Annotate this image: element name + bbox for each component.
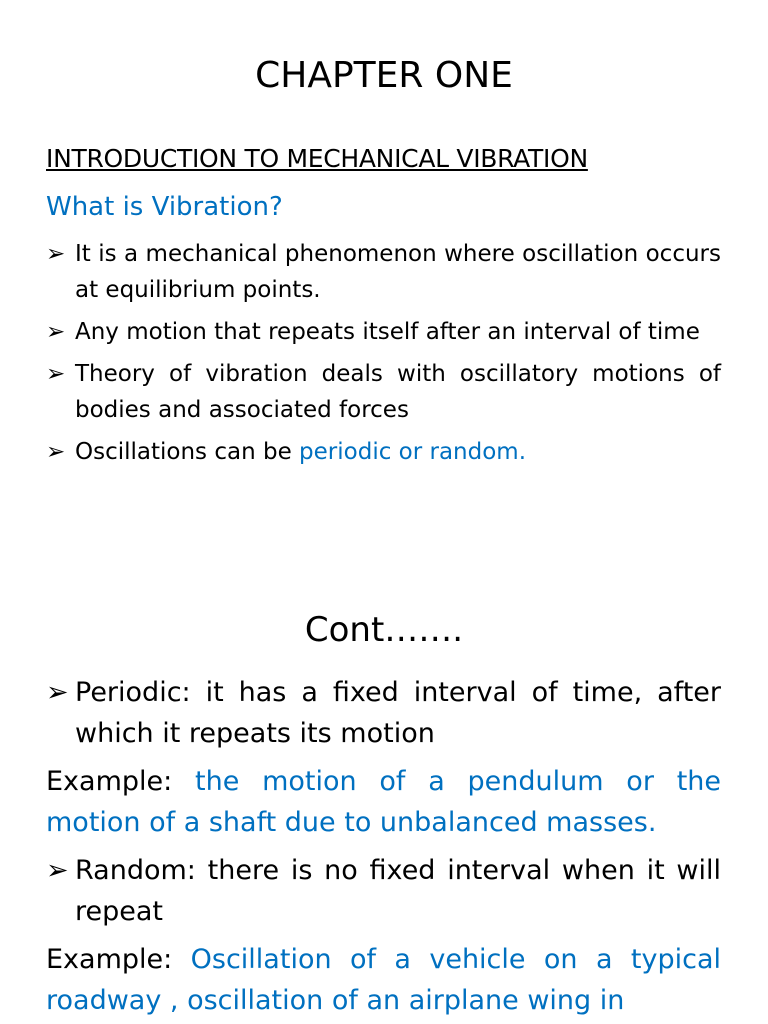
bullet-text: Oscillations can be xyxy=(75,439,300,465)
arrow-bullet-icon: ➢ xyxy=(46,241,66,267)
example-label: Example: xyxy=(46,766,196,797)
list-item xyxy=(0,850,768,932)
example-label: Example: xyxy=(46,944,191,975)
list-item xyxy=(0,314,768,350)
arrow-bullet-icon: ➢ xyxy=(46,855,69,886)
arrow-bullet-icon: ➢ xyxy=(46,677,69,708)
example-text: the motion of a pendulum or the motion of a shaft due to unbalanced masses. xyxy=(46,766,721,838)
cont-title: Cont……. xyxy=(304,610,464,650)
arrow-bullet-icon: ➢ xyxy=(46,319,66,345)
section-heading: INTRODUCTION TO MECHANICAL VIBRATION xyxy=(46,144,588,173)
bullet-text: It is a mechanical phenomenon where oscillation occurs at equilibrium points. xyxy=(75,241,721,303)
arrow-bullet-icon: ➢ xyxy=(46,361,66,387)
question-heading: What is Vibration? xyxy=(46,192,283,222)
arrow-bullet-icon: ➢ xyxy=(46,439,66,465)
content-block xyxy=(0,672,768,1021)
example-text: Oscillation of a vehicle on a typical roadway , oscillation of an airplane wing in xyxy=(46,944,721,1016)
chapter-title: CHAPTER ONE xyxy=(255,55,513,96)
list-item xyxy=(0,356,768,428)
bullet-list xyxy=(0,236,768,470)
random-text: Random: there is no fixed interval when it will repeat xyxy=(75,855,721,927)
list-item xyxy=(0,434,768,470)
bullet-text: Theory of vibration deals with oscillatory motions of bodies and associated forces xyxy=(75,361,721,423)
example-paragraph xyxy=(0,761,768,843)
list-item xyxy=(0,236,768,308)
example-paragraph xyxy=(0,939,768,1021)
periodic-text: Periodic: it has a fixed interval of time, after which it repeats its motion xyxy=(75,677,721,749)
list-item xyxy=(0,672,768,754)
bullet-highlight: periodic or random. xyxy=(299,439,527,465)
bullet-text: Any motion that repeats itself after an interval of time xyxy=(75,319,700,345)
